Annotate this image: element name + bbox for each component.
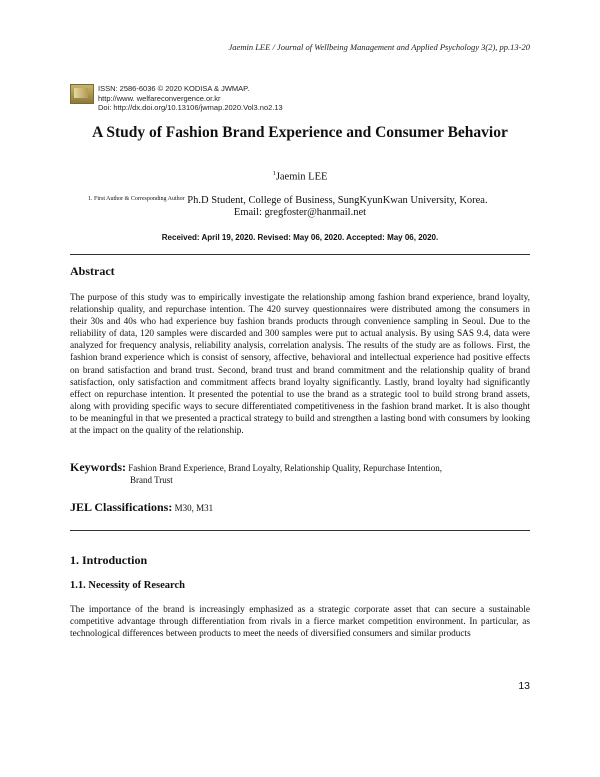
keywords — [70, 461, 530, 486]
jel-value: M30, M31 — [174, 503, 214, 513]
author-footnote: 1. First Author & Corresponding Author — [88, 196, 185, 202]
introduction-text: The importance of the brand is increasingly emphasized as a strategic corporate asset that can secure a sustainable competitive advantage through differentiation from rivals in a fierce market competition environment. In particular, as technological differences between products to meet the needs of diversified consumers and similar products — [70, 605, 530, 640]
keywords-label: Keywords: — [70, 460, 126, 474]
abstract-text: The purpose of this study was to empirically investigate the relationship among fashion brand experience, brand loyalty, relationship quality, and repurchase intention. The 420 survey questionnaires were distributed among the consumers in their 30s and 40s who had experience buy fashion brands products through convenience sampling in Seoul. Due to the reliability of data, 120 samples were discarded and 300 samples were put to actual analysis. By using SAS 9.4, data were analyzed for frequency analysis, reliability analysis, correlation analysis. The results of the study are as follows. First, the fashion brand experience which is consist of sensory, affective, behavioral and intellectual experience had positive effects on brand satisfaction and brand trust. Second, brand trust and brand commitment and the relationship quality of brand satisfaction, only satisfaction and commitment affects brand loyalty significantly. Lastly, brand loyalty had significantly effect on repurchase intention. It presented the potential to use the brand as a strategic tool to build strong brand assets, along with providing specific ways to secure differentiated competitiveness in the fashion brand market. It is also thought to be meaningful in that we presented a practical strategy to build and strengthen a lasting bond with consumers by looking at the impact on the quality of the relationship. — [70, 293, 530, 437]
issn-line: ISSN: 2586-6036 © 2020 KODISA & JWMAP. — [98, 84, 250, 93]
website-line: http://www. welfareconvergence.or.kr — [98, 93, 221, 103]
paper-title: A Study of Fashion Brand Experience and Consumer Behavior — [92, 124, 508, 141]
divider-top — [70, 254, 530, 255]
author-email: Email: gregfoster@hanmail.net — [233, 207, 367, 218]
page-number: 13 — [518, 680, 530, 692]
doi-line: Doi: http://dx.doi.org/10.13106/jwmap.2020.Vol3.no2.13 — [98, 103, 283, 112]
jel-label: JEL Classifications: — [70, 500, 173, 514]
keywords-line1: Fashion Brand Experience, Brand Loyalty, Relationship Quality, Repurchase Intention, — [128, 463, 443, 473]
affiliation — [88, 193, 528, 207]
author-name: Jaemin LEE — [275, 171, 328, 183]
author-superscript: 1 — [272, 170, 276, 177]
affiliation-text: Ph.D Student, College of Business, SungKyunKwan University, Korea. — [187, 195, 488, 206]
author-line — [0, 170, 600, 183]
running-head: Jaemin LEE / Journal of Wellbeing Management and Applied Psychology 3(2), pp.13-20 — [228, 42, 530, 52]
divider-bottom — [70, 530, 530, 531]
jel-classifications — [70, 500, 213, 515]
abstract-heading: Abstract — [70, 264, 115, 278]
issn-block — [98, 84, 283, 113]
keywords-line2: Brand Trust — [130, 475, 173, 485]
introduction-heading: 1. Introduction — [70, 553, 148, 567]
necessity-subheading: 1.1. Necessity of Research — [70, 580, 185, 591]
received-dates: Received: April 19, 2020. Revised: May 06, 2020. Accepted: May 06, 2020. — [161, 233, 439, 242]
journal-logo — [70, 84, 94, 104]
